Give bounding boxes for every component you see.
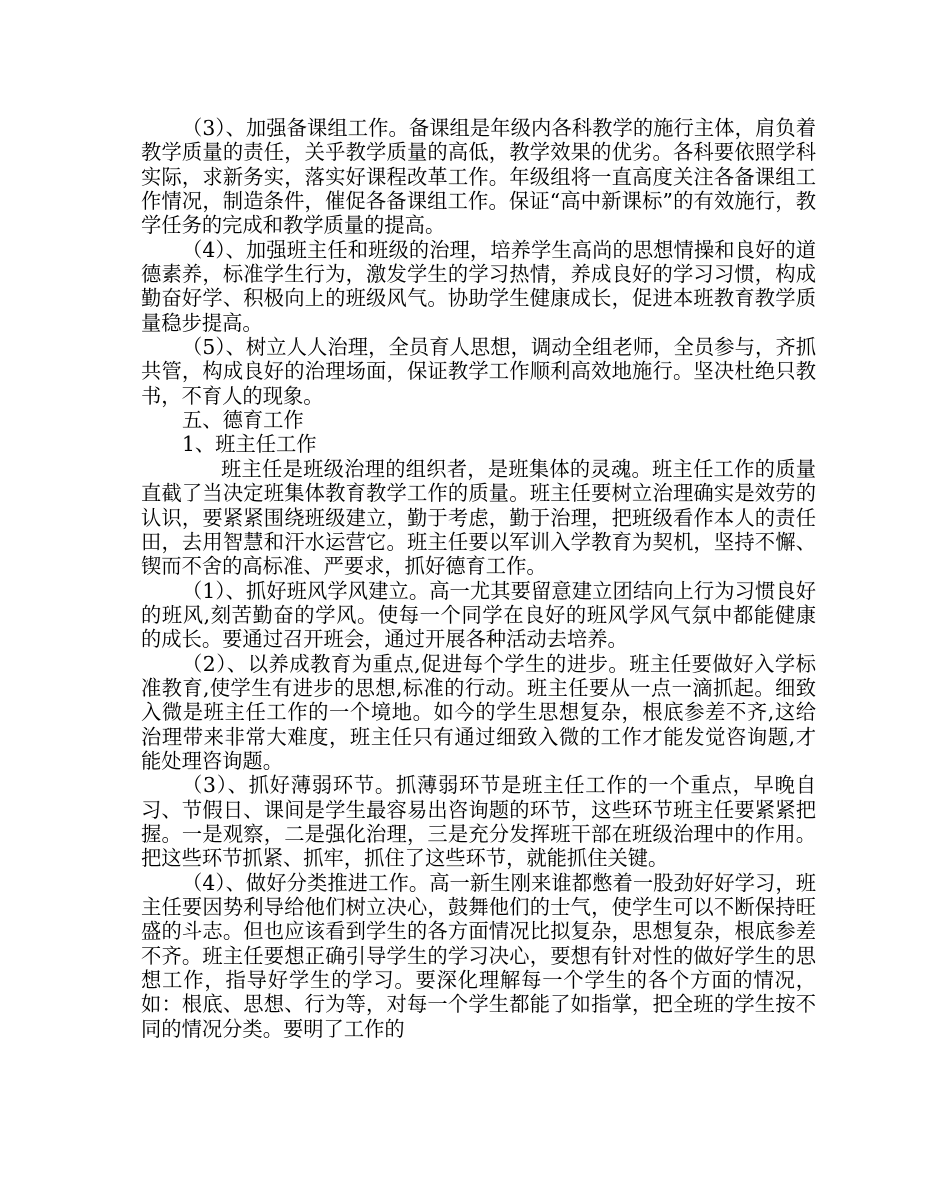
paragraph-head-teacher-role: 班主任是班级治理的组织者，是班集体的灵魂。班主任工作的质量直截了当决定班集体教育教学工作的质量。班主任要树立治理确实是效劳的认识，要紧紧围绕班级建立，勤于考虑，勤于治理，把班级看作本人的责任田，去用智慧和汗水运营它。班主任要以军训入学教育为契机，坚持不懈、锲而不舍的高标准、严要求，抓好德育工作。 [141, 456, 816, 579]
document-page [141, 116, 816, 1041]
section-heading-moral-education: 五、德育工作 [182, 408, 304, 433]
subsection-heading-head-teacher-work: 1、班主任工作 [182, 432, 317, 457]
paragraph-habit-education: （2）、以养成教育为重点,促进每个学生的进步。班主任要做好入学标准教育,使学生有进步的思想,标准的行动。班主任要从一点一滴抓起。细致入微是班主任工作的一个境地。如今的学生思想复杂，根底参差不齐,这给治理带来非常大难度，班主任只有通过细致入微的工作才能发觉咨询题,才能处理咨询题。 [141, 651, 816, 773]
paragraph-weak-links: （3）、抓好薄弱环节。抓薄弱环节是班主任工作的一个重点，早晚自习、节假日、课间是学生最容易出咨询题的环节，这些环节班主任要紧紧把握。一是观察，二是强化治理，三是充分发挥班干部在班级治理中的作用。把这些环节抓紧、抓牢，抓住了这些环节，就能抓住关键。 [141, 773, 816, 871]
paragraph-lesson-prep-groups: （3）、加强备课组工作。备课组是年级内各科教学的施行主体，肩负着教学质量的责任，关乎教学质量的高低，教学效果的优劣。各科要依照学科实际，求新务实，落实好课程改革工作。年级组将一直高度关注各备课组工作情况，制造条件，催促各备课组工作。保证“高中新课标”的有效施行，教学任务的完成和教学质量的提高。 [141, 116, 816, 238]
paragraph-all-staff-education: （5）、树立人人治理，全员育人思想，调动全组老师，全员参与，齐抓共管，构成良好的治理场面，保证教学工作顺利高效地施行。坚决杜绝只教书，不育人的现象。 [141, 335, 816, 408]
paragraph-class-style: （1）、抓好班风学风建立。高一尤其要留意建立团结向上行为习惯良好的班风,刻苦勤奋的学风。使每一个同学在良好的班风学风气氛中都能健康的成长。要通过召开班会，通过开展各种活动去培养。 [141, 578, 816, 652]
paragraph-class-management: （4）、加强班主任和班级的治理，培养学生高尚的思想情操和良好的道德素养，标准学生行为，激发学生的学习热情，养成良好的学习习惯，构成勤奋好学、积极向上的班级风气。协助学生健康成长，促进本班教育教学质量稳步提高。 [141, 237, 816, 335]
paragraph-classified-advancement: （4）、做好分类推进工作。高一新生刚来谁都憋着一股劲好好学习，班主任要因势利导给他们树立决心，鼓舞他们的士气，使学生可以不断保持旺盛的斗志。但也应该看到学生的各方面情况比拟复杂，思想复杂，根底参差不齐。班主任要想正确引导学生的学习决心，要想有针对性的做好学生的思想工作，指导好学生的学习。要深化理解每一个学生的各个方面的情况，如：根底、思想、行为等，对每一个学生都能了如指掌，把全班的学生按不同的情况分类。要明了工作的 [141, 870, 816, 1041]
